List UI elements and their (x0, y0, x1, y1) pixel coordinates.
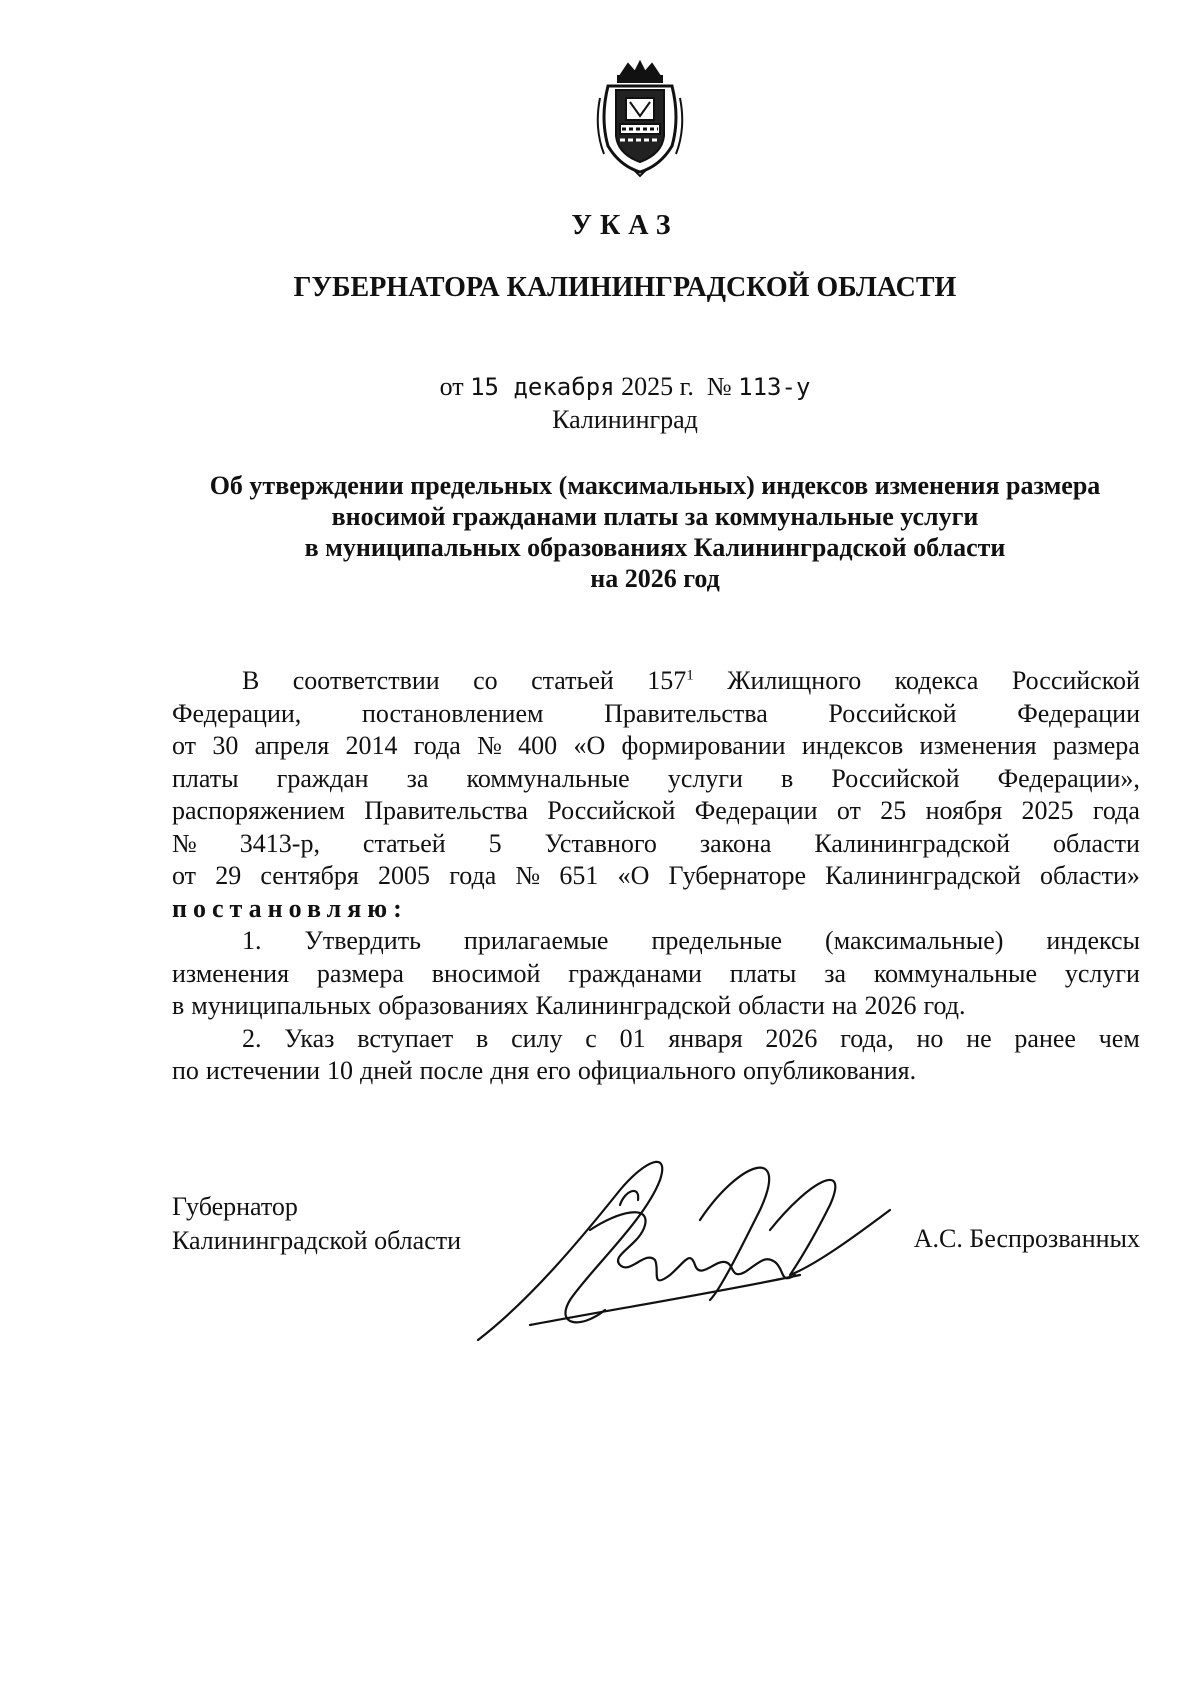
word: граждан (276, 763, 369, 793)
word: коммунальные (873, 958, 1038, 988)
superscript: 1 (686, 667, 694, 684)
signatory-name: А.С. Беспрозванных (913, 1224, 1140, 1253)
word: $157^1$ (647, 666, 694, 695)
word: Губернаторе (668, 861, 806, 890)
word: но (916, 1023, 944, 1053)
body-line (172, 958, 1140, 991)
word: статьей (531, 666, 614, 695)
word: января (668, 1023, 743, 1053)
word: изменения (172, 958, 290, 988)
word: года (413, 731, 461, 760)
word: Российской (828, 698, 957, 728)
word: ноября (925, 796, 1003, 825)
word: 2026 (864, 991, 917, 1020)
word: года, (840, 1023, 894, 1053)
word: 3413-р, (239, 828, 320, 858)
word: 2. (242, 1023, 262, 1053)
word: 30 (212, 731, 239, 760)
word: Российской (547, 796, 676, 825)
date-line (0, 372, 1200, 402)
word: статьей (362, 828, 446, 858)
word: не (966, 1023, 992, 1053)
word: муниципальных (191, 991, 372, 1020)
body-line (172, 730, 1140, 763)
word: его (536, 1056, 571, 1085)
word: в (476, 1023, 489, 1053)
word: услуги (1064, 958, 1140, 988)
position-line: Губернатор (172, 1192, 298, 1221)
word: Калининградской (825, 861, 1021, 890)
word: от (172, 861, 197, 890)
word: после (419, 1056, 484, 1085)
word: Федерации (694, 796, 818, 825)
word: истечении (205, 1056, 320, 1085)
word: соответствии (292, 666, 440, 695)
body-line (172, 925, 1140, 958)
word: апреля (254, 731, 330, 760)
word: закона (699, 828, 772, 858)
word: дня (490, 1056, 530, 1085)
word: Российской (1011, 666, 1140, 695)
word: размера (316, 958, 404, 988)
word: со (473, 666, 498, 695)
word: 29 (215, 861, 242, 890)
word: платы (172, 763, 239, 793)
word: год. (923, 991, 966, 1020)
word: от (836, 796, 861, 825)
word: по (172, 1056, 199, 1085)
word: № (477, 731, 502, 760)
word: на (831, 991, 858, 1020)
word: года (449, 861, 497, 890)
document-type-title: УКАЗ (571, 210, 679, 241)
coat-of-arms-icon (590, 58, 690, 178)
word: гражданами (568, 958, 702, 988)
word: 2025 (1021, 796, 1074, 825)
word: «О (617, 861, 650, 890)
word: предельные (651, 926, 783, 955)
word: 25 (880, 796, 907, 825)
city: Калининград (552, 405, 698, 434)
word: за (824, 958, 847, 988)
handwritten-signature (470, 1150, 930, 1350)
word: силу (511, 1023, 563, 1053)
word: Утвердить (304, 926, 421, 955)
word: В (242, 666, 260, 695)
word: 2005 (378, 861, 431, 890)
word: с (585, 1023, 597, 1053)
word: года (1092, 796, 1140, 825)
decree-word-line (172, 893, 1140, 926)
word: № (515, 861, 541, 890)
word: ранее (1014, 1023, 1076, 1053)
word: 2014 (345, 731, 398, 760)
word: формировании (621, 731, 786, 760)
word: в (172, 991, 185, 1020)
word: Федерации (1017, 698, 1140, 728)
word: 01 (619, 1023, 646, 1053)
word: области (738, 991, 825, 1020)
word: от (172, 731, 197, 760)
word: 651 (559, 861, 599, 890)
decree-word: постановляю: (172, 893, 408, 923)
word: 400 (518, 731, 558, 760)
heading-line: Об утверждении предельных (максимальных) индексов изменения размера (209, 471, 1101, 500)
body-line (172, 763, 1140, 796)
word: «О (573, 731, 606, 760)
word: 1. (242, 926, 262, 955)
word: дней (360, 1056, 413, 1085)
position-line: Калининградской области (172, 1226, 462, 1255)
word: за (406, 763, 429, 793)
word: № (172, 828, 197, 858)
word: размера (1052, 731, 1140, 760)
word: Правительства (364, 796, 528, 825)
word: изменения (919, 731, 1037, 760)
word: Калининградской (535, 991, 732, 1020)
word: услуги (667, 763, 743, 793)
body-line-last (172, 1055, 1140, 1088)
word: вступает (357, 1023, 454, 1053)
word: 5 (488, 828, 502, 858)
decree-heading (170, 470, 1140, 594)
number-sign: № (706, 372, 732, 401)
word: 10 (327, 1056, 353, 1085)
word: Уставного (544, 828, 657, 858)
word: Указ (284, 1023, 335, 1053)
word: кодекса (894, 666, 979, 695)
decree-body (172, 665, 1140, 1088)
word: сентября (260, 861, 359, 890)
word: Федерации, (172, 698, 302, 728)
word: индексы (1046, 926, 1140, 955)
body-line (172, 860, 1140, 893)
word: вносимой (431, 958, 541, 988)
word: опубликования. (743, 1056, 917, 1085)
word: коммунальные (466, 763, 630, 793)
word: 2026 (765, 1023, 818, 1053)
date-day-month: 15 декабря (470, 373, 615, 401)
body-line (172, 665, 1140, 698)
word: в (781, 763, 794, 793)
word: области» (1039, 861, 1140, 890)
word: Федерации», (997, 763, 1140, 793)
word: образованиях (378, 991, 529, 1020)
date-year: 2025 г. (621, 372, 694, 401)
word: Калининградской (814, 828, 1011, 858)
word: области (1052, 828, 1140, 858)
word: (максимальные) (825, 926, 1004, 955)
body-line-last (172, 990, 1140, 1023)
word: Правительства (604, 698, 768, 728)
word: постановлением (361, 698, 544, 728)
heading-line: в муниципальных образованиях Калининградской области (304, 533, 1006, 562)
body-line (172, 795, 1140, 828)
word: Российской (831, 763, 960, 793)
word: Жилищного (727, 666, 862, 695)
word: платы (729, 958, 797, 988)
word: чем (1098, 1023, 1140, 1053)
heading-line: на 2026 год (590, 564, 720, 593)
date-prefix: от (439, 372, 464, 401)
word: индексов (801, 731, 904, 760)
signatory-position (172, 1190, 461, 1258)
word: официального (577, 1056, 737, 1085)
word: прилагаемые (463, 926, 609, 955)
issuer-title: ГУБЕРНАТОРА КАЛИНИНГРАДСКОЙ ОБЛАСТИ (293, 272, 957, 303)
body-line (172, 828, 1140, 861)
body-line (172, 698, 1140, 731)
word: распоряжением (172, 796, 345, 825)
body-line (172, 1023, 1140, 1056)
heading-line: вносимой гражданами платы за коммунальные услуги (331, 502, 979, 531)
decree-number: 113-у (738, 373, 811, 401)
